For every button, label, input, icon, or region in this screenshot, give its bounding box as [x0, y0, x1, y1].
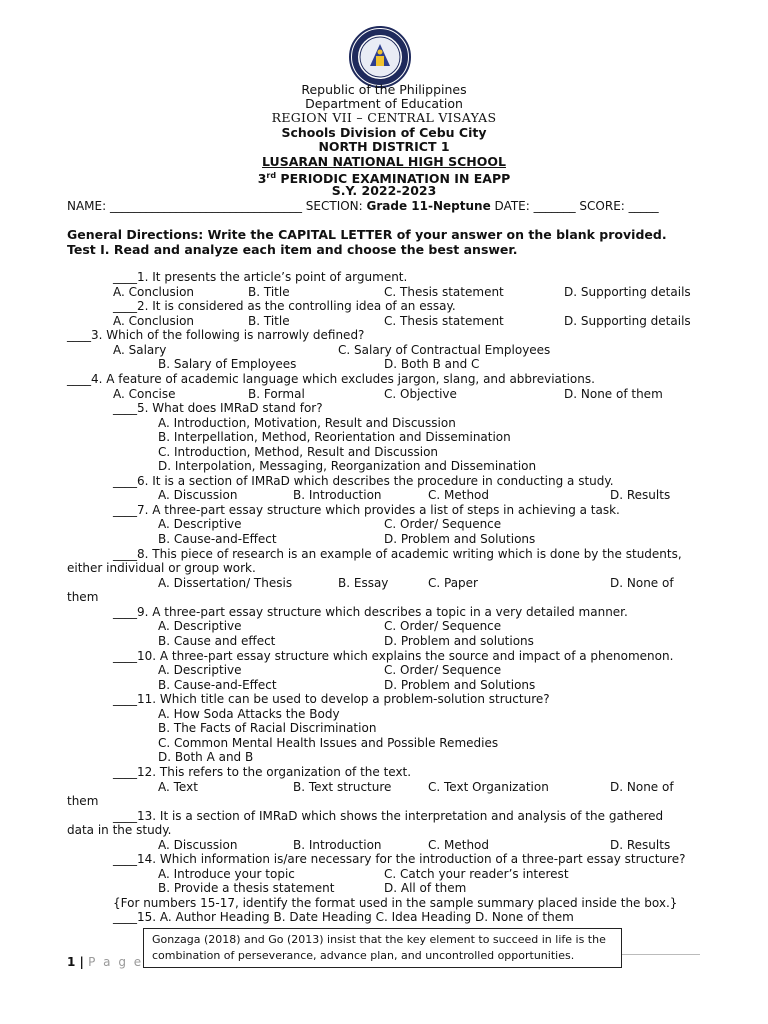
option-11c: C. Common Mental Health Issues and Possible Remedies	[158, 736, 499, 750]
option-6d: D. Results	[610, 488, 671, 502]
question-3: ____3. Which of the following is narrowly defined?	[67, 328, 365, 342]
option-5b: B. Interpellation, Method, Reorientation and Dissemination	[158, 430, 511, 444]
option-10c: C. Order/ Sequence	[384, 663, 502, 677]
option-4c: C. Objective	[384, 387, 457, 401]
option-10d: D. Problem and Solutions	[384, 678, 536, 692]
option-9d: D. Problem and solutions	[384, 634, 534, 648]
option-13a: A. Discussion	[158, 838, 238, 852]
option-7c: C. Order/ Sequence	[384, 517, 502, 531]
option-8d-continued: them	[67, 590, 99, 604]
option-1a: A. Conclusion	[113, 285, 195, 299]
option-14c: C. Catch your reader’s interest	[384, 867, 569, 881]
option-13d: D. Results	[610, 838, 671, 852]
option-1c: C. Thesis statement	[384, 285, 504, 299]
page-label: P a g e	[88, 955, 144, 969]
name-label: NAME: ________________________________ SECTION:	[67, 199, 367, 213]
summary-line-2: combination of perseverance, advance plan, and uncontrolled opportunities.	[152, 949, 575, 962]
option-9a: A. Descriptive	[158, 619, 242, 633]
header-exam-title: 3rd PERIODIC EXAMINATION IN EAPP	[257, 171, 511, 187]
option-2a: A. Conclusion	[113, 314, 195, 328]
option-7b: B. Cause-and-Effect	[158, 532, 277, 546]
question-13-continued: data in the study.	[67, 823, 172, 837]
question-12: ____12. This refers to the organization of the text.	[113, 765, 412, 779]
question-15: ____15. A. Author Heading B. Date Heading C. Idea Heading D. None of them	[113, 910, 574, 924]
option-3d: D. Both B and C	[384, 357, 480, 371]
student-info-line	[67, 199, 659, 213]
question-8: ____8. This piece of research is an example of academic writing which is done by the students,	[113, 547, 682, 561]
question-9: ____9. A three-part essay structure which describes a topic in a very detailed manner.	[113, 605, 628, 619]
option-5a: A. Introduction, Motivation, Result and Discussion	[158, 416, 456, 430]
option-10b: B. Cause-and-Effect	[158, 678, 277, 692]
option-14a: A. Introduce your topic	[158, 867, 295, 881]
option-1d: D. Supporting details	[564, 285, 691, 299]
deped-seal-icon	[349, 26, 411, 88]
option-11b: B. The Facts of Racial Discrimination	[158, 721, 377, 735]
option-4a: A. Concise	[113, 387, 176, 401]
option-9c: C. Order/ Sequence	[384, 619, 502, 633]
option-4b: B. Formal	[248, 387, 305, 401]
instruction-note: {For numbers 15-17, identify the format used in the sample summary placed inside the box.}	[113, 896, 678, 910]
header-district: NORTH DISTRICT 1	[318, 139, 450, 154]
header-department: Department of Education	[305, 96, 463, 111]
option-11a: A. How Soda Attacks the Body	[158, 707, 340, 721]
general-directions: General Directions: Write the CAPITAL LETTER of your answer on the blank provided.	[67, 227, 667, 242]
question-7: ____7. A three-part essay structure which provides a list of steps in achieving a task.	[113, 503, 620, 517]
option-6c: C. Method	[428, 488, 490, 502]
option-14b: B. Provide a thesis statement	[158, 881, 335, 895]
footer-rule	[622, 954, 700, 955]
sample-summary-box	[143, 928, 622, 968]
option-1b: B. Title	[248, 285, 290, 299]
option-6a: A. Discussion	[158, 488, 238, 502]
summary-line-1: Gonzaga (2018) and Go (2013) insist that the key element to succeed in life is the	[152, 933, 606, 946]
page-separator: |	[75, 955, 89, 969]
option-14d: D. All of them	[384, 881, 467, 895]
option-7d: D. Problem and Solutions	[384, 532, 536, 546]
header-school-year: S.Y. 2022-2023	[331, 183, 437, 198]
page-number: 1	[67, 955, 76, 969]
question-10: ____10. A three-part essay structure which explains the source and impact of a phenomenon.	[113, 649, 674, 663]
option-4d: D. None of them	[564, 387, 663, 401]
option-5c: C. Introduction, Method, Result and Discussion	[158, 445, 439, 459]
header-republic: Republic of the Philippines	[301, 82, 467, 97]
option-3a: A. Salary	[113, 343, 167, 357]
question-11: ____11. Which title can be used to develop a problem-solution structure?	[113, 692, 550, 706]
option-12d-continued: them	[67, 794, 99, 808]
option-13b: B. Introduction	[293, 838, 382, 852]
option-8c: C. Paper	[428, 576, 478, 590]
option-3b: B. Salary of Employees	[158, 357, 297, 371]
option-12a: A. Text	[158, 780, 198, 794]
option-13c: C. Method	[428, 838, 490, 852]
option-6b: B. Introduction	[293, 488, 382, 502]
option-10a: A. Descriptive	[158, 663, 242, 677]
question-2: ____2. It is considered as the controlling idea of an essay.	[113, 299, 456, 313]
option-12b: B. Text structure	[293, 780, 392, 794]
option-8a: A. Dissertation/ Thesis	[158, 576, 293, 590]
header-division: Schools Division of Cebu City	[281, 125, 487, 140]
test-instructions: Test I. Read and analyze each item and choose the best answer.	[67, 242, 518, 257]
option-8b: B. Essay	[338, 576, 389, 590]
question-13: ____13. It is a section of IMRaD which shows the interpretation and analysis of the gathered	[113, 809, 664, 823]
section-value: Grade 11-Neptune	[366, 199, 491, 213]
header-school: LUSARAN NATIONAL HIGH SCHOOL	[262, 154, 506, 169]
option-9b: B. Cause and effect	[158, 634, 276, 648]
option-3c: C. Salary of Contractual Employees	[338, 343, 551, 357]
option-7a: A. Descriptive	[158, 517, 242, 531]
question-5: ____5. What does IMRaD stand for?	[113, 401, 323, 415]
question-6: ____6. It is a section of IMRaD which describes the procedure in conducting a study.	[113, 474, 614, 488]
question-4: ____4. A feature of academic language which excludes jargon, slang, and abbreviations.	[67, 372, 595, 386]
option-12c: C. Text Organization	[428, 780, 549, 794]
option-2d: D. Supporting details	[564, 314, 691, 328]
option-2b: B. Title	[248, 314, 290, 328]
question-14: ____14. Which information is/are necessary for the introduction of a three-part essay structure?	[113, 852, 686, 866]
option-2c: C. Thesis statement	[384, 314, 504, 328]
date-score-label: DATE: _______ SCORE: _____	[490, 199, 659, 213]
option-5d: D. Interpolation, Messaging, Reorganization and Dissemination	[158, 459, 537, 473]
option-12d: D. None of	[610, 780, 674, 794]
header-region: REGION VII – CENTRAL VISAYAS	[271, 110, 497, 125]
option-8d: D. None of	[610, 576, 674, 590]
option-11d: D. Both A and B	[158, 750, 254, 764]
question-1: ____1. It presents the article’s point of argument.	[113, 270, 408, 284]
question-8-continued: either individual or group work.	[67, 561, 256, 575]
page-footer	[67, 955, 143, 969]
